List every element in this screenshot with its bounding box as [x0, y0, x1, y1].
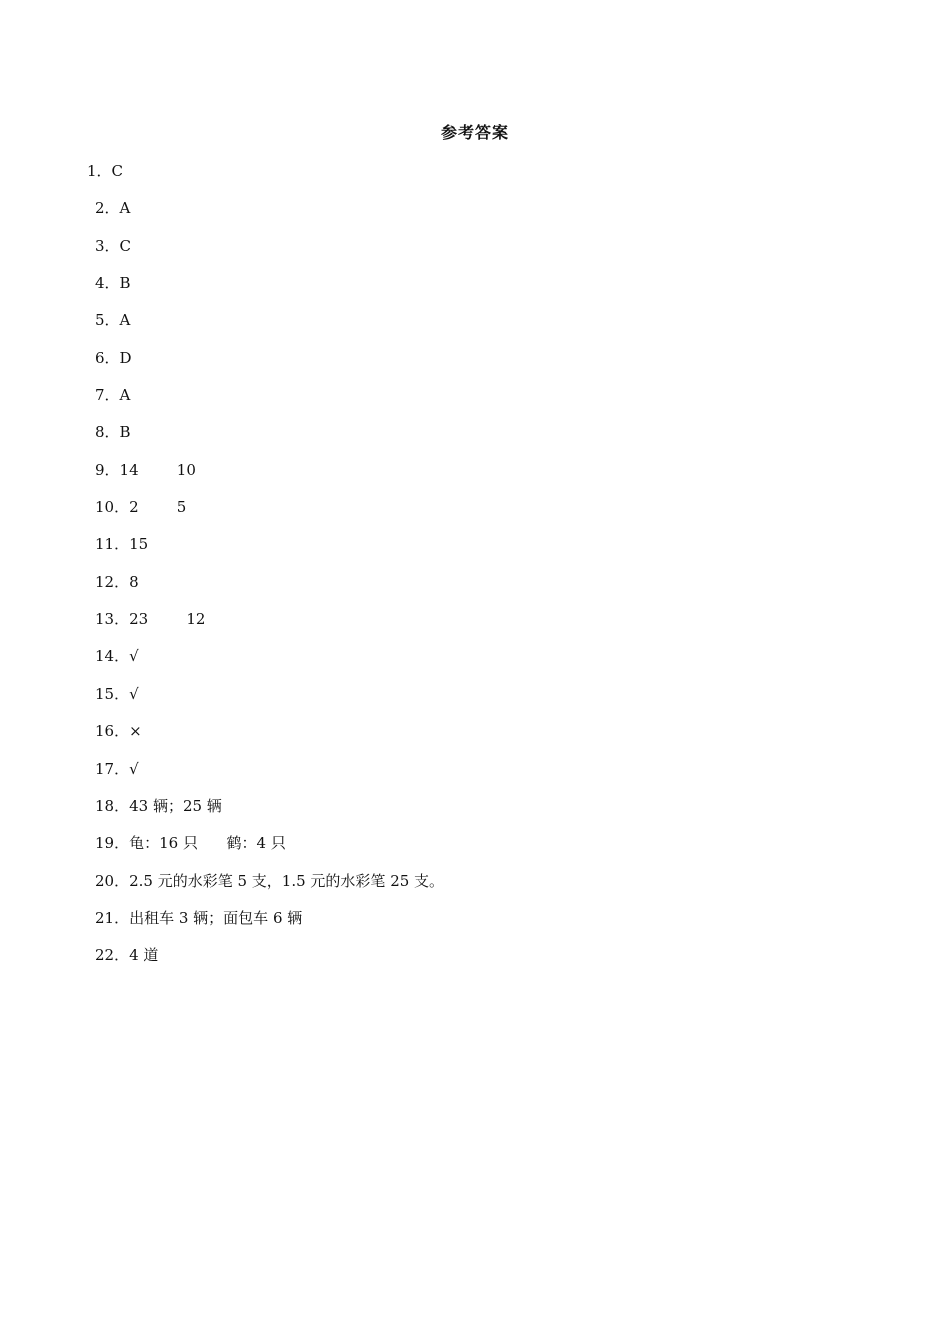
answer-text: √: [129, 684, 139, 703]
answer-text: 出租车 3 辆；面包车 6 辆: [129, 908, 303, 927]
answer-text: A: [119, 199, 131, 218]
answer-item-11: [0, 533, 950, 570]
answer-text: B: [119, 274, 131, 293]
answer-number: 12．: [95, 572, 130, 591]
answer-number: 22．: [95, 946, 130, 965]
answer-item-10: [0, 496, 950, 533]
answer-text: B: [119, 423, 131, 442]
answer-item-9: [0, 459, 950, 496]
answer-item-6: [0, 347, 950, 384]
answer-number: 14．: [95, 647, 130, 666]
answer-number: 11．: [95, 535, 130, 554]
answer-item-20: [0, 870, 950, 907]
answer-number: 9．: [95, 460, 120, 479]
answer-text: 23 12: [129, 610, 206, 629]
answer-number: 1．: [87, 162, 112, 180]
answer-number: 3．: [95, 236, 120, 255]
answer-item-18: [0, 795, 950, 832]
answer-item-22: [0, 944, 950, 981]
answer-text: 43 辆；25 辆: [129, 796, 222, 815]
answer-text: A: [119, 311, 131, 330]
answer-text: 2.5 元的水彩笔 5 支，1.5 元的水彩笔 25 支。: [129, 871, 445, 890]
answer-number: 7．: [95, 386, 120, 405]
answer-text: √: [129, 759, 139, 778]
answer-text: √: [129, 647, 139, 666]
answer-number: 10．: [95, 498, 130, 517]
answer-item-8: [0, 421, 950, 458]
answer-number: 16．: [95, 722, 130, 741]
answer-text: 8: [129, 572, 139, 591]
answer-number: 20．: [95, 871, 130, 890]
answer-item-3: [0, 235, 950, 272]
answer-item-1: [0, 160, 950, 197]
answer-text: 14 10: [119, 460, 196, 479]
answer-text: 2 5: [129, 498, 187, 517]
answer-item-7: [0, 384, 950, 421]
answer-number: 17．: [95, 759, 130, 778]
answer-number: 18．: [95, 796, 130, 815]
answer-number: 6．: [95, 348, 120, 367]
answer-number: 5．: [95, 311, 120, 330]
answer-number: 19．: [95, 834, 130, 853]
answer-text: 4 道: [129, 946, 159, 965]
answer-text: 15: [129, 535, 149, 554]
answer-item-12: [0, 571, 950, 608]
answer-number: 21．: [95, 908, 130, 927]
answer-list: [0, 160, 950, 982]
answer-number: 13．: [95, 610, 130, 629]
answer-number: 8．: [95, 423, 120, 442]
answer-text: 龟：16 只 鹤：4 只: [129, 834, 286, 853]
answer-item-19: [0, 832, 950, 869]
answer-number: 2．: [95, 199, 120, 218]
answer-item-15: [0, 683, 950, 720]
answer-text: C: [119, 236, 132, 255]
answer-item-16: [0, 720, 950, 757]
answer-text: C: [111, 162, 124, 180]
answer-item-17: [0, 758, 950, 795]
answer-item-21: [0, 907, 950, 944]
answer-item-13: [0, 608, 950, 645]
answer-text: ×: [129, 722, 142, 741]
answer-number: 15．: [95, 684, 130, 703]
page-title: 参考答案: [440, 123, 509, 142]
answer-text: D: [119, 348, 132, 367]
answer-item-2: [0, 197, 950, 234]
answer-text: A: [119, 386, 131, 405]
answer-number: 4．: [95, 274, 120, 293]
answer-item-4: [0, 272, 950, 309]
answer-item-5: [0, 309, 950, 346]
answer-item-14: [0, 645, 950, 682]
